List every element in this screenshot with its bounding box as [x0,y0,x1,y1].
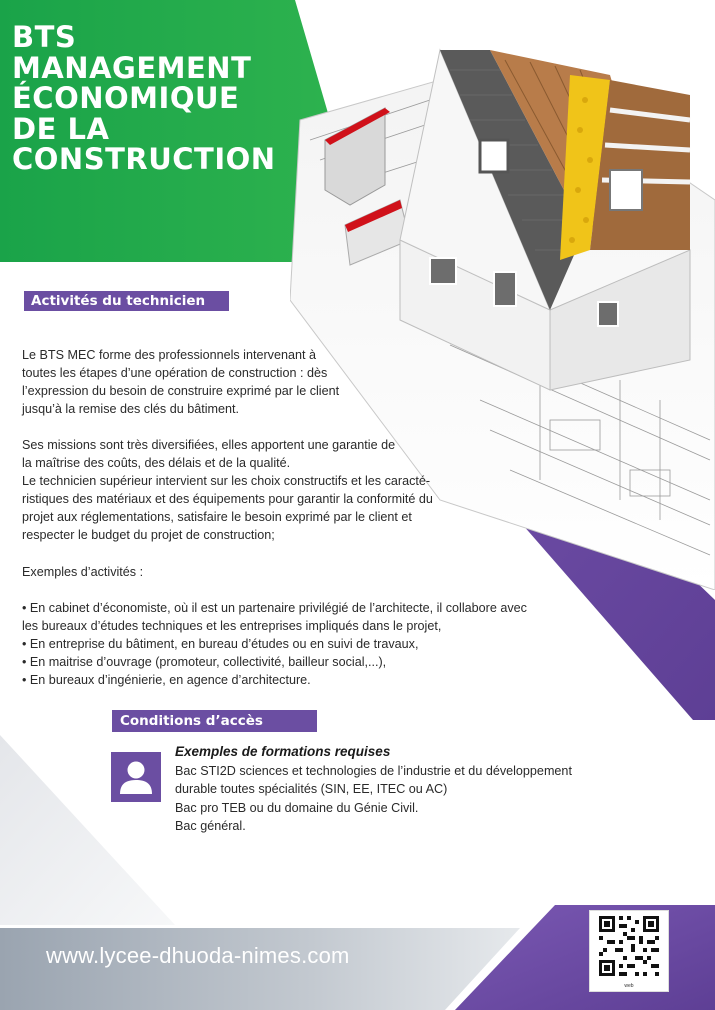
text-line: la maîtrise des coûts, des délais et de la qualité. [22,456,291,470]
activities-bullet-list [22,599,562,689]
conditions-heading: Conditions d’accès [112,710,317,732]
list-item: • En cabinet d’économiste, où il est un partenaire privilégié de l’architecte, il collabore avec [22,601,527,615]
list-item: durable toutes spécialités (SIN, EE, ITEC ou AC) [175,782,448,797]
list-item: les bureaux d’études techniques et les entreprises impliqués dans le projet, [22,619,442,633]
list-item: • En entreprise du bâtiment, en bureau d’études ou en suivi de travaux, [22,637,419,651]
formations-title: Exemples de formations requises [175,744,391,759]
missions-paragraph [22,436,467,544]
examples-title: Exemples d’activités : [22,565,144,579]
text-line: ristiques des matériaux et des équipements pour garantir la conformité du [22,492,433,506]
text-line: Ses missions sont très diversifiées, elles apportent une garantie de [22,438,396,452]
text-line: toutes les étapes d’une opération de construction : dès [22,366,328,380]
activities-heading: Activités du technicien MEC [24,291,229,311]
page-title [12,22,312,175]
purple-footer-block [455,905,715,1010]
text-line: l’expression du besoin de construire exprimé par le client [22,384,340,398]
text-line: Le BTS MEC forme des professionnels intervenant à [22,348,316,362]
list-item: Bac général. [175,818,246,833]
text-line: Le technicien supérieur intervient sur les choix constructifs et les caracté- [22,474,431,488]
title-line: CONSTRUCTION [12,142,276,176]
list-item: • En bureaux d’ingénierie, en agence d’architecture. [22,673,311,687]
activities-intro-paragraph [22,346,372,418]
text-line: projet aux réglementations, satisfaire le besoin exprimé par le client et [22,510,412,524]
text-line: respecter le budget du projet de construction; [22,528,275,542]
text-line: jusqu’à la remise des clés du bâtiment. [22,402,240,416]
grey-footer-band [0,928,520,1010]
qr-caption: web [624,983,634,989]
title-line: ÉCONOMIQUE [12,81,240,115]
list-item: • En maitrise d’ouvrage (promoteur, collectivité, bailleur social,...), [22,655,387,669]
title-block [0,0,330,262]
title-line: BTS [12,20,77,54]
list-item: Bac STI2D sciences et technologies de l’industrie et du développement [175,764,572,778]
qr-code-icon [590,911,668,983]
user-icon [111,752,161,802]
qr-code-card[interactable] [589,910,669,992]
title-line: MANAGEMENT [12,50,252,85]
list-item: Bac pro TEB ou du domaine du Génie Civil. [175,800,419,815]
formations-list [175,762,605,835]
website-link[interactable]: www.lycee-dhuoda-nimes.com [46,943,350,968]
title-line: DE LA [12,111,110,146]
